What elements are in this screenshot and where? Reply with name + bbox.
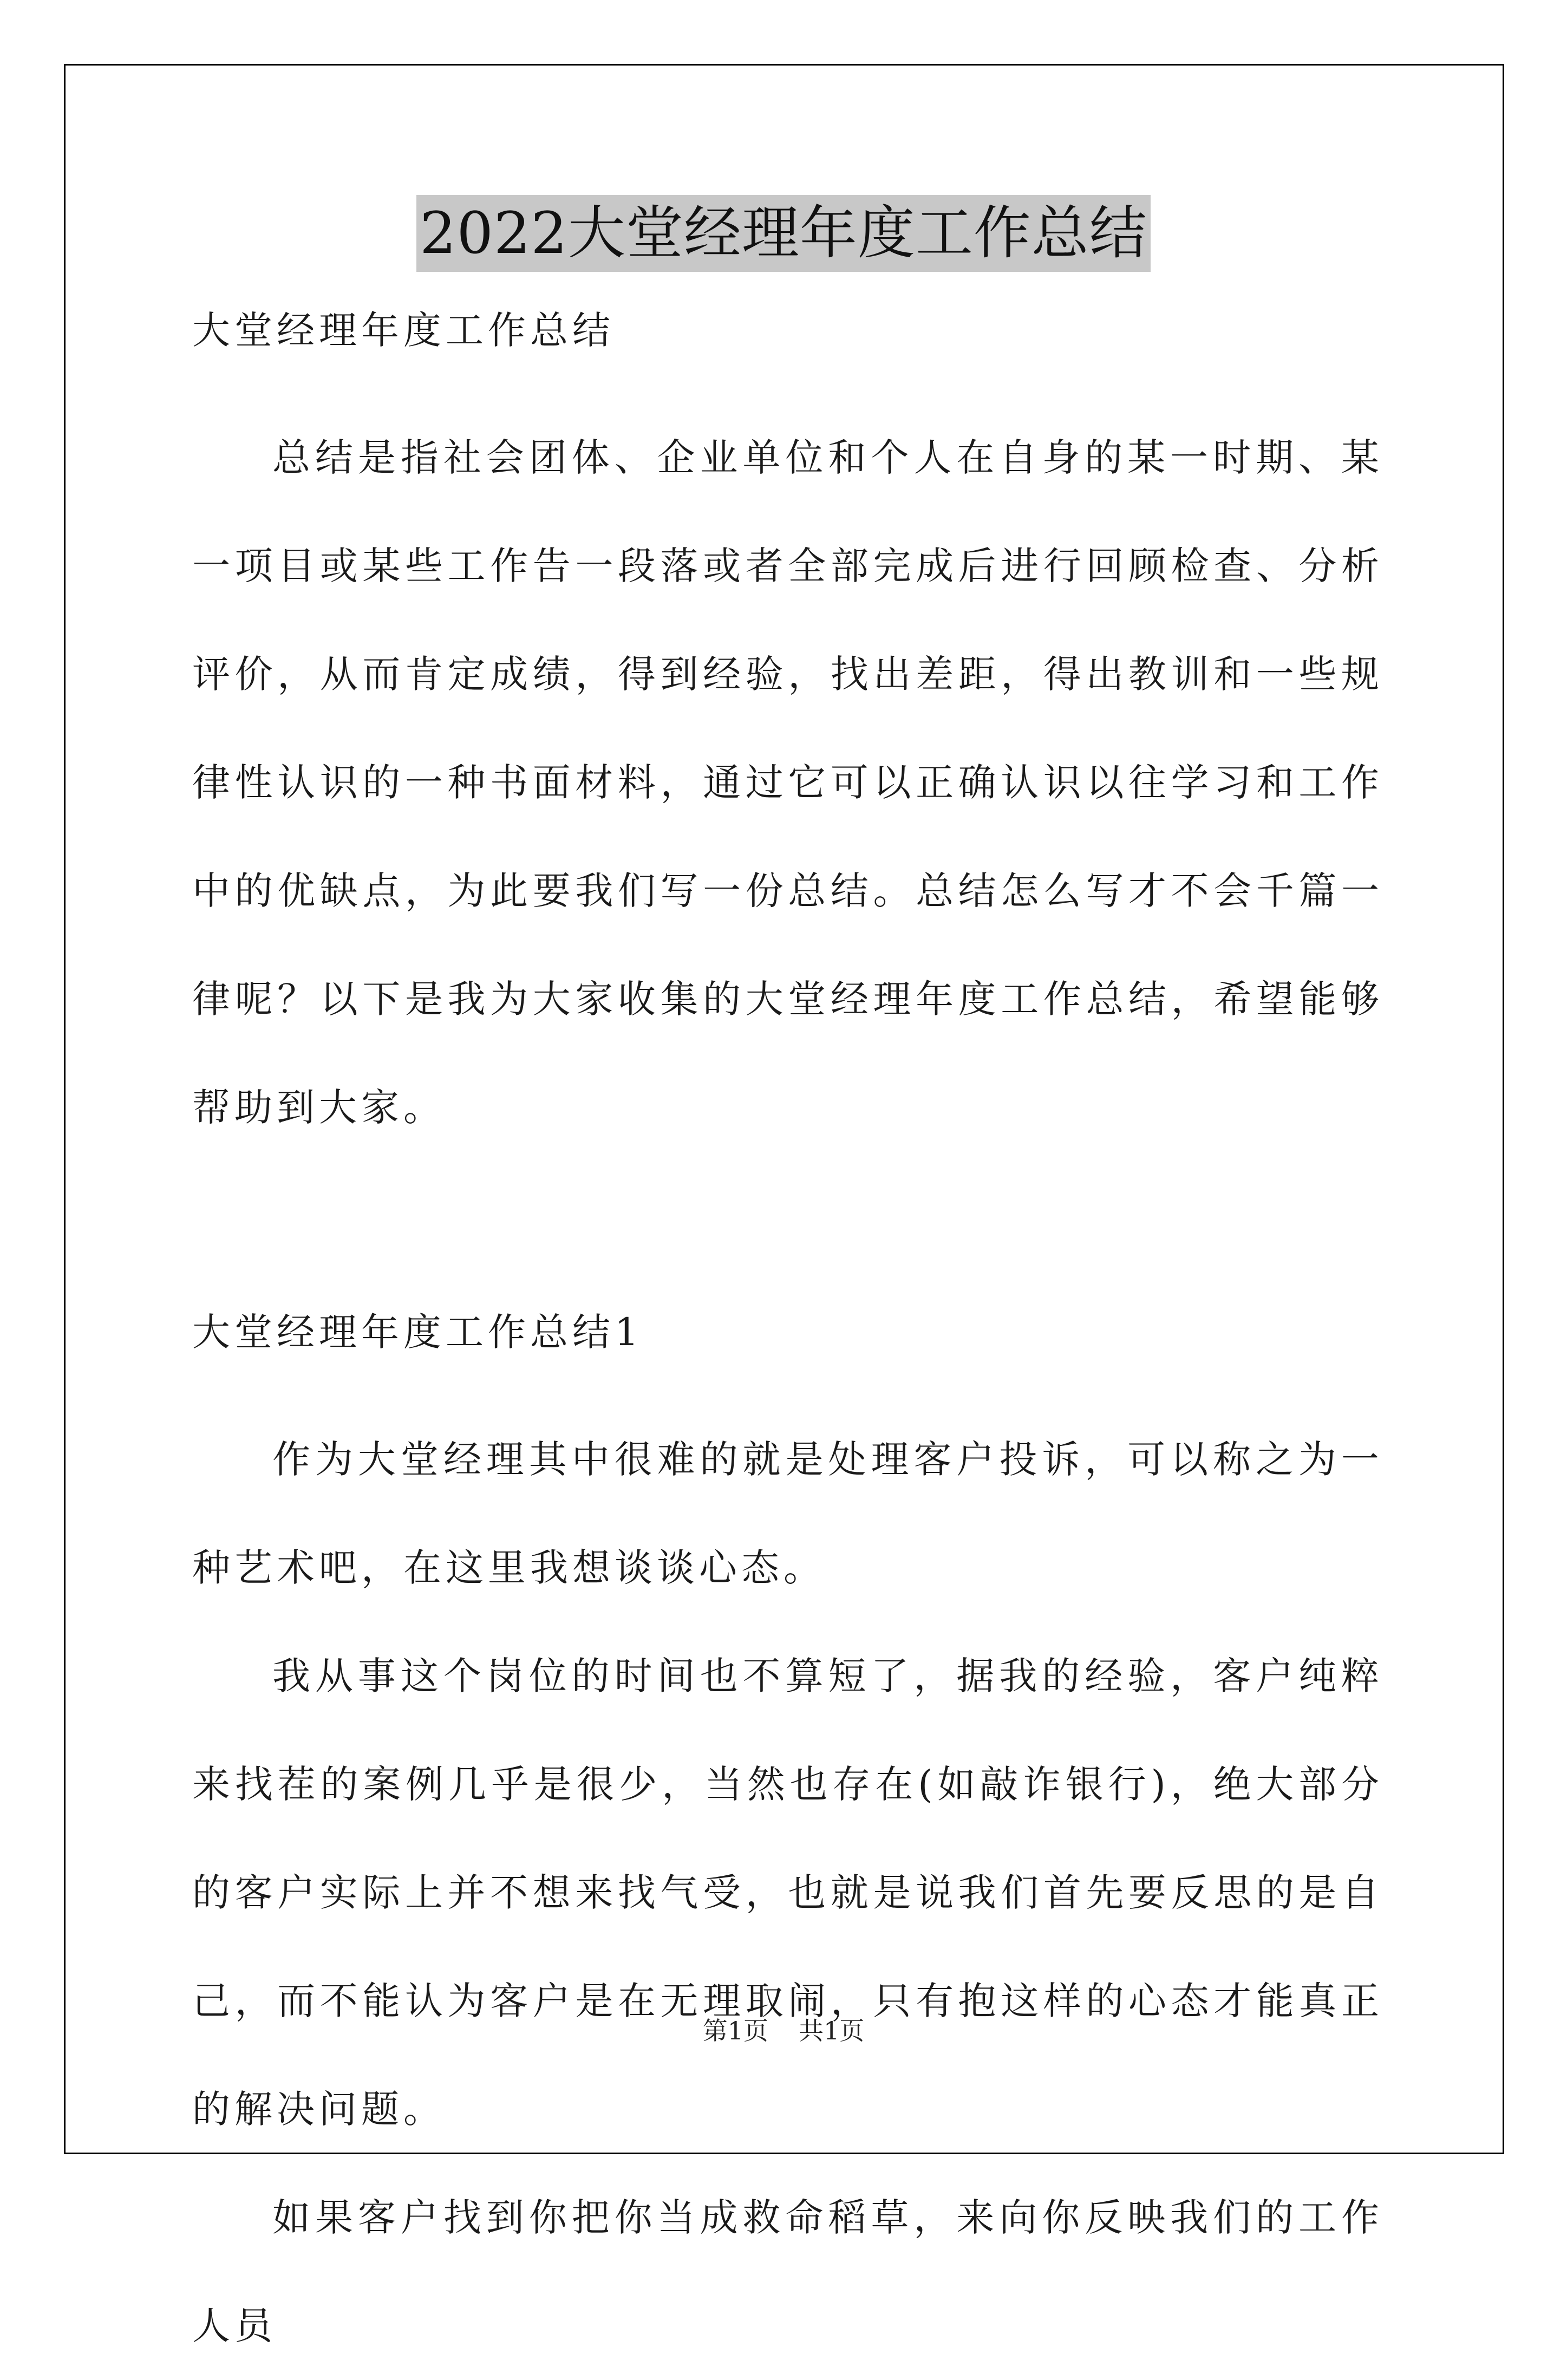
page-footer bbox=[0, 2014, 1567, 2047]
section-heading: 大堂经理年度工作总结 bbox=[192, 308, 615, 353]
document-title: 2022大堂经理年度工作总结 bbox=[416, 195, 1151, 272]
paragraph: 作为大堂经理其中很难的就是处理客户投诉，可以称之为一种艺术吧，在这里我想谈谈心态。 bbox=[192, 1437, 1383, 1590]
section-heading: 大堂经理年度工作总结1 bbox=[192, 1310, 643, 1354]
paragraph: 我从事这个岗位的时间也不算短了，据我的经验，客户纯粹来找茬的案例几乎是很少，当然也存在(如敲诈银行)，绝大部分的客户实际上并不想来找气受，也就是说我们首先要反思的是自己，而不能认为客户是在无理取闹，只有抱这样的心态才能真正的解决问题。 bbox=[192, 1654, 1383, 2131]
paragraph: 如果客户找到你把你当成救命稻草，来向你反映我们的工作人员 bbox=[192, 2195, 1383, 2348]
paragraph: 总结是指社会团体、企业单位和个人在自身的某一时期、某一项目或某些工作告一段落或者全部完成后进行回顾检查、分析评价，从而肯定成绩，得到经验，找出差距，得出教训和一些规律性认识的一种书面材料，通过它可以正确认识以往学习和工作中的优缺点，为此要我们写一份总结。总结怎么写才不会千篇一律呢？以下是我为大家收集的大堂经理年度工作总结，希望能够帮助到大家。 bbox=[192, 435, 1383, 1130]
page-number: 第1页 bbox=[702, 2016, 768, 2045]
document-body bbox=[192, 303, 1383, 2380]
title-container bbox=[0, 195, 1567, 272]
page-total: 共1页 bbox=[799, 2016, 865, 2045]
